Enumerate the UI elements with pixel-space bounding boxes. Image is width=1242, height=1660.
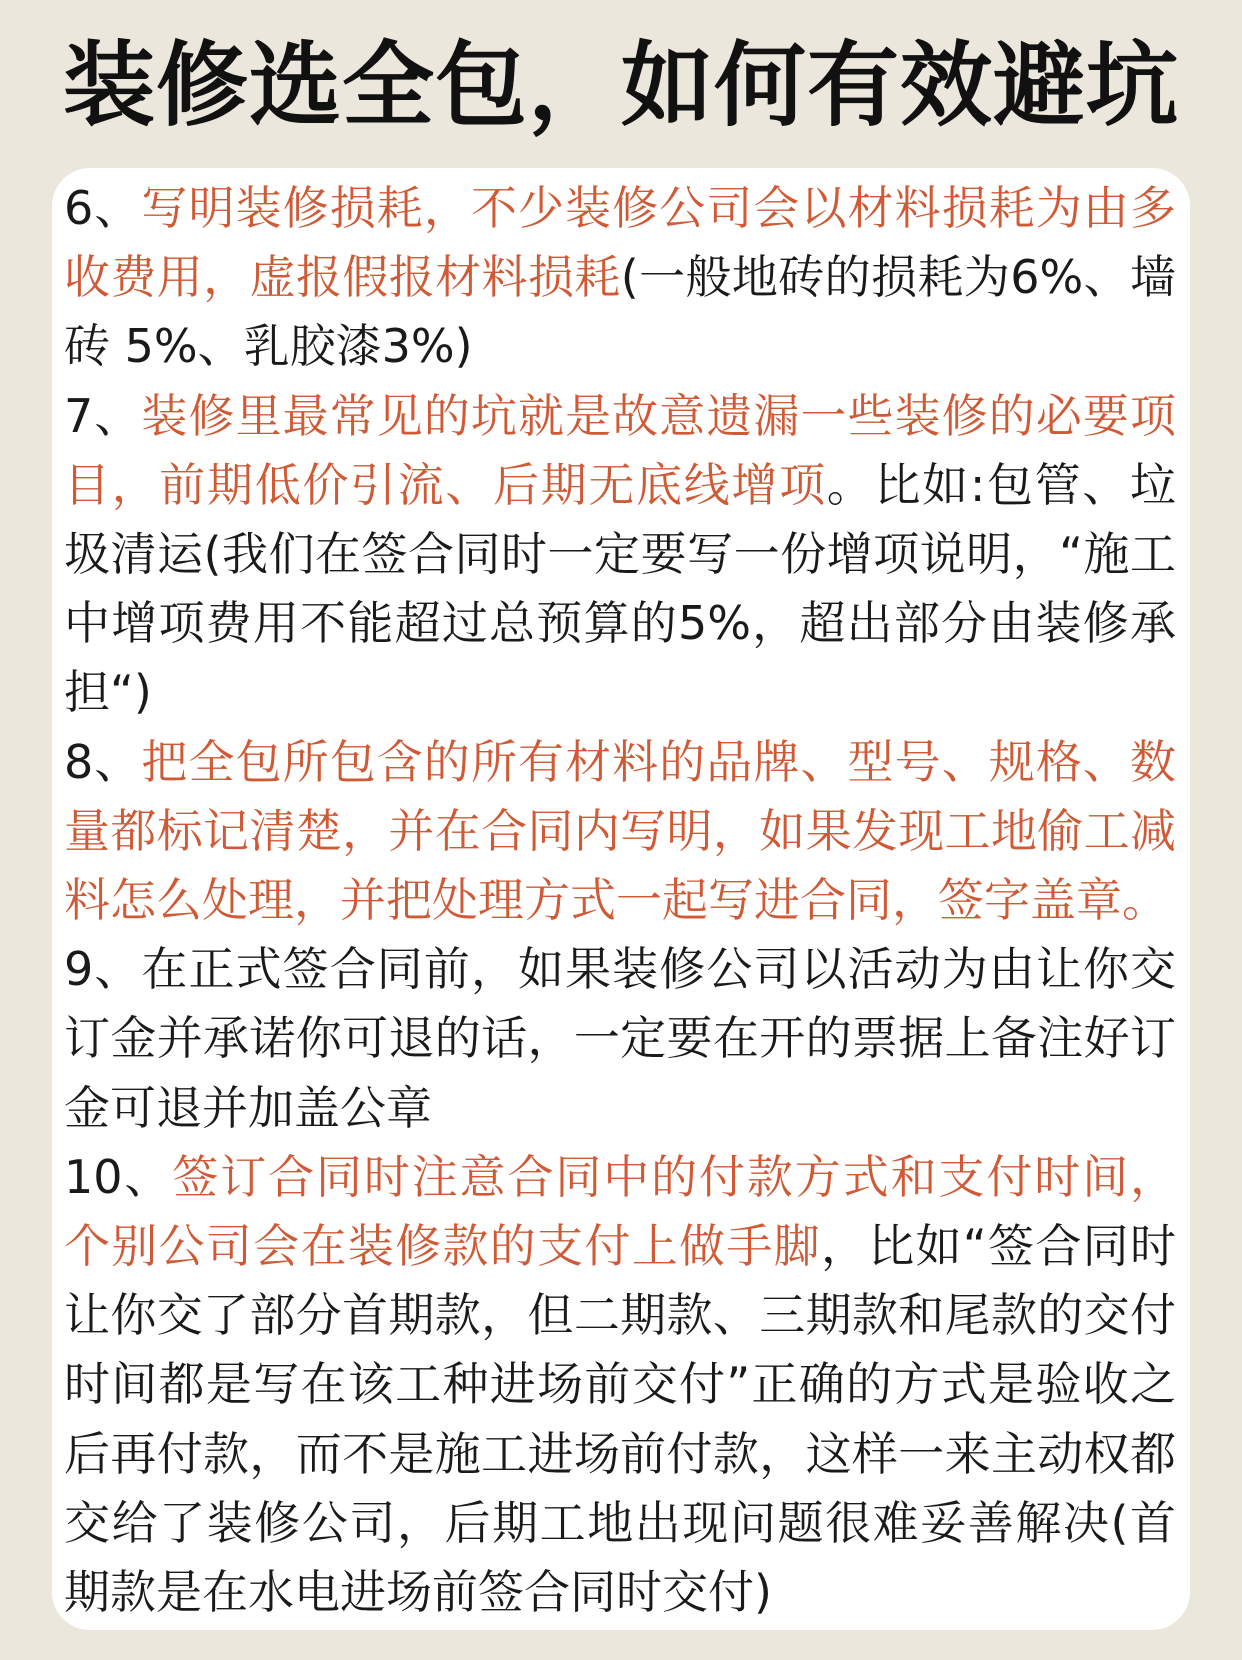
tip-item-9 [64, 935, 1176, 1143]
tip-text: (一般地砖的损耗为6%、墙砖 5%、乳胶漆3%) [64, 250, 1177, 374]
tip-item-6 [64, 174, 1176, 382]
tip-number: 10、 [64, 1149, 173, 1204]
tip-item-10 [64, 1143, 1176, 1627]
tip-number: 9、 [64, 942, 142, 997]
tip-item-7 [64, 382, 1176, 728]
tip-item-8 [64, 728, 1176, 936]
page-title: 装修选全包，如何有效避坑 [62, 32, 1179, 139]
tip-highlight: 签订合同时注意合同中的付款方式和支付时间，个别公司会在装修款的支付上做手脚 [64, 1149, 1176, 1274]
content-card [52, 168, 1190, 1630]
tip-number: 8、 [64, 734, 142, 789]
tip-number: 7、 [64, 388, 142, 443]
tip-text: 。比如:包管、垃圾清运(我们在签合同时一定要写一份增项说明，“施工中增项费用不能超过总预算的5%，超出部分由装修承担“) [64, 457, 1177, 720]
tip-highlight: 装修里最常见的坑就是故意遗漏一些装修的必要项目，前期低价引流、后期无底线增项 [64, 388, 1176, 512]
tip-number: 6、 [64, 181, 142, 235]
tip-highlight: 写明装修损耗，不少装修公司会以材料损耗为由多收费用，虚报假报材料损耗 [64, 181, 1176, 305]
tip-text: ，比如“签合同时让你交了部分首期款，但二期款、三期款和尾款的交付时间都是写在该工种进场前交付”正确的方式是验收之后再付款，而不是施工进场前付款，这样一来主动权都交给了装修公司，后期工地出现问题很难妥善解决(首期款是在水电进场前签合同时交付) [64, 1219, 1176, 1620]
tip-highlight: 把全包所包含的所有材料的品牌、型号、规格、数量都标记清楚，并在合同内写明，如果发现工地偷工减料怎么处理，并把处理方式一起写进合同，签字盖章。 [64, 734, 1176, 928]
tip-text: 在正式签合同前，如果装修公司以活动为由让你交订金并承诺你可退的话，一定要在开的票据上备注好订金可退并加盖公章 [64, 942, 1176, 1135]
